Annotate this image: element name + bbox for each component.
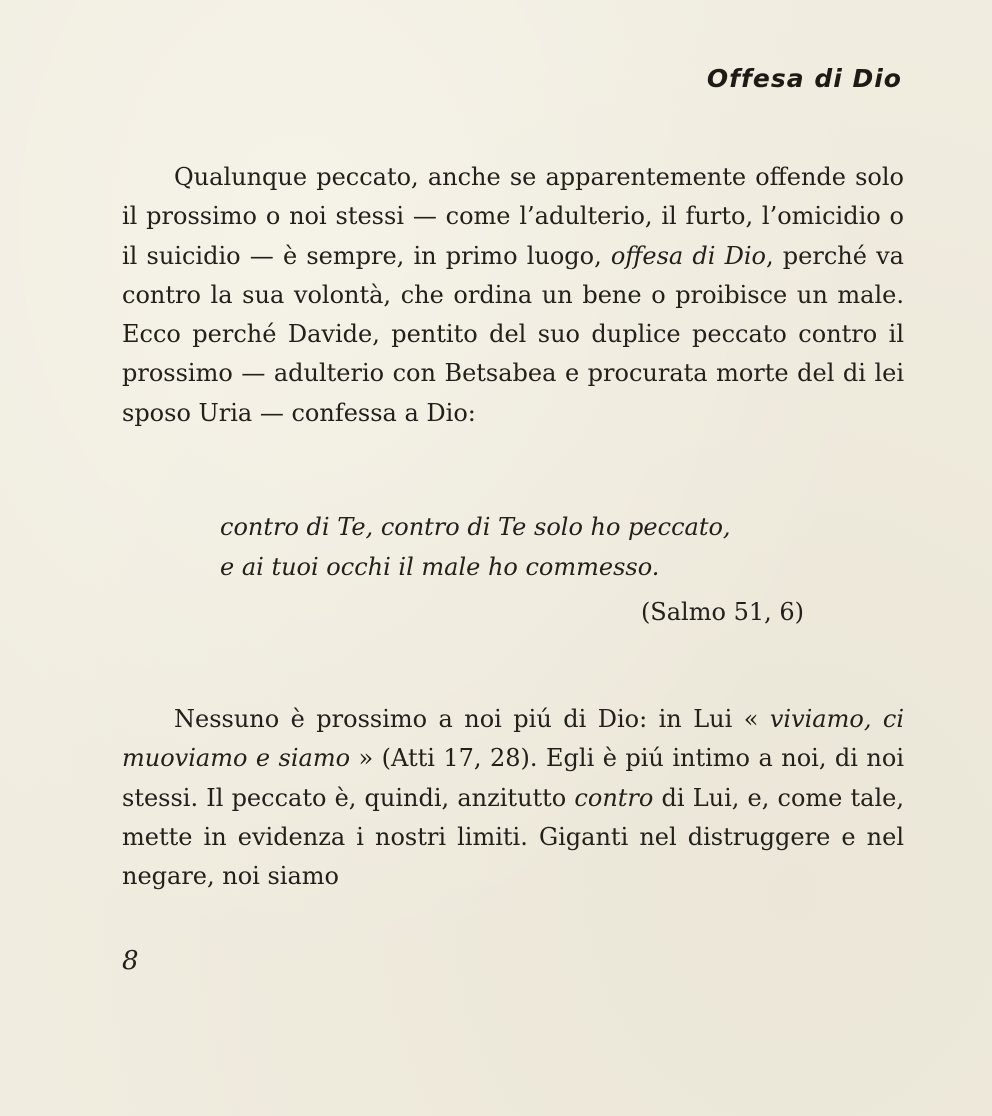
paragraph-2 xyxy=(122,700,904,896)
quote-line-2: e ai tuoi occhi il male ho commesso. xyxy=(220,553,660,581)
section-heading: Offesa di Dio xyxy=(706,64,902,93)
paragraph-2-italic-word: contro xyxy=(574,783,654,812)
paragraph-2-text-b: » (Atti 17, 28). Egli è piú intimo a noi, di noi stessi. Il peccato è, quindi, anzitutto xyxy=(122,744,904,812)
paragraph-1 xyxy=(122,158,904,433)
paragraph-2-text-c: di Lui, e, come tale, mette in evidenza i nostri limiti. Giganti nel distruggere e nel negare, noi siamo xyxy=(122,783,904,891)
page-number: 8 xyxy=(122,946,139,976)
quote-citation: (Salmo 51, 6) xyxy=(640,598,804,626)
paragraph-2-text-a: Nessuno è prossimo a noi piú di Dio: in Lui « xyxy=(174,705,770,733)
paragraph-1-italic-phrase: offesa di Dio xyxy=(610,241,766,270)
psalm-quote xyxy=(220,507,820,587)
paragraph-1-text-a: Qualunque peccato, anche se apparentemente offende solo il prossimo o noi stessi — come l’adulterio, il furto, l’omicidio o il suicidio — è sempre, in primo luogo, xyxy=(122,163,904,270)
quote-line-1: contro di Te, contro di Te solo ho peccato, xyxy=(220,513,731,541)
paragraph-2-italic-quote: viviamo, ci muoviamo e siamo xyxy=(122,705,904,773)
paragraph-1-text-b: , perché va contro la sua volontà, che ordina un bene o proibisce un male. Ecco perché Davide, pentito del suo duplice peccato contro il prossimo — adulterio con Betsabea e procurata morte del di lei sposo Uria — confessa a Dio: xyxy=(122,241,904,427)
